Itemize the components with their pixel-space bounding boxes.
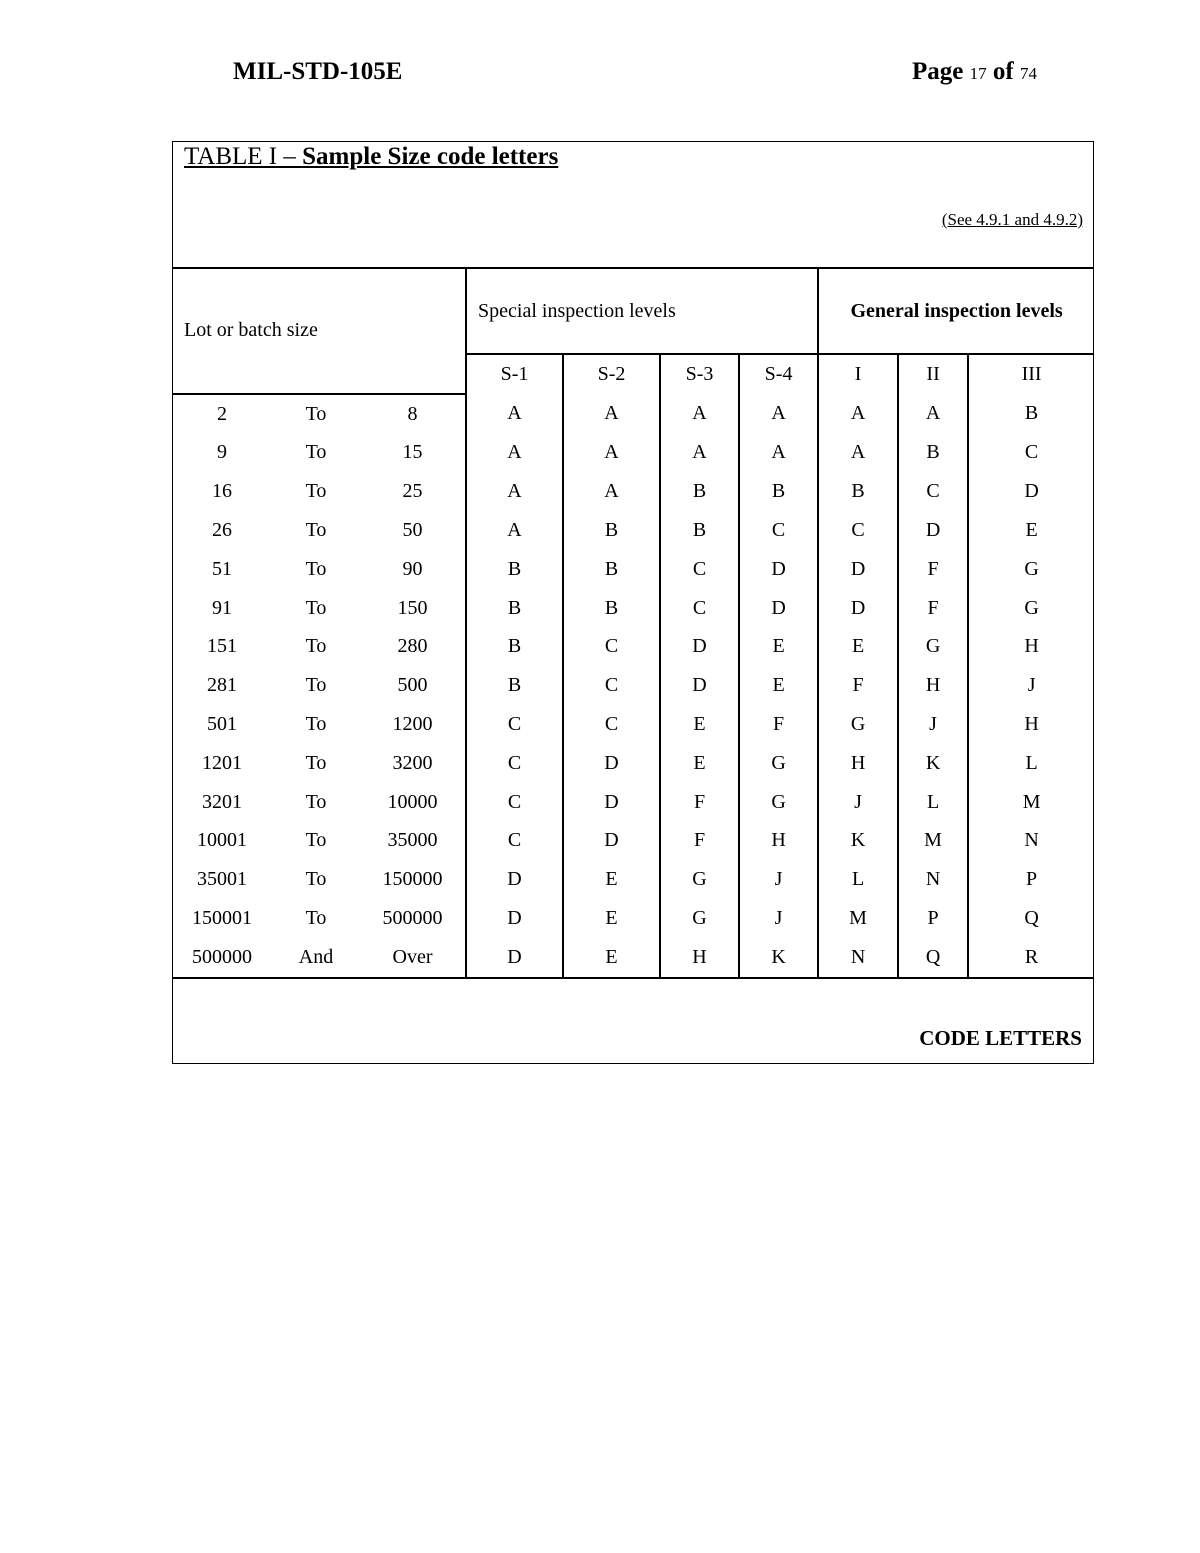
lot-size-cell: 2 — [172, 394, 272, 434]
code-letter-cell: A — [563, 472, 660, 511]
lot-size-header: Lot or batch size — [172, 268, 466, 394]
code-letter-cell: K — [739, 938, 818, 978]
code-letter-cell: C — [563, 628, 660, 667]
code-letter-cell: B — [898, 434, 968, 473]
code-letter-cell: E — [818, 628, 898, 667]
lot-size-cell: To — [305, 713, 327, 736]
code-letter-cell: B — [466, 550, 563, 589]
table-title-bold: Sample Size code letters — [302, 143, 559, 170]
lot-size-cell: 15 — [402, 441, 423, 464]
lot-size-cell: 10001 — [197, 829, 247, 852]
code-letter-cell: D — [466, 860, 563, 899]
code-letter-cell: E — [968, 511, 1094, 550]
code-letter-cell: A — [739, 394, 818, 434]
code-letter-cell: N — [818, 938, 898, 978]
code-letter-cell: M — [898, 822, 968, 861]
table-row — [172, 938, 1094, 978]
lot-size-cell: To — [305, 868, 327, 891]
lot-size-cell: 51 — [212, 557, 232, 580]
code-letter-cell: F — [739, 705, 818, 744]
lot-size-cell: 26 — [212, 519, 232, 542]
code-letter-cell: F — [660, 822, 739, 861]
lot-size-cell: To — [305, 790, 327, 813]
code-letter-cell: C — [660, 589, 739, 628]
table-row — [172, 899, 1094, 938]
code-letter-cell: E — [563, 899, 660, 938]
code-letter-cell: A — [563, 394, 660, 434]
page-total: 74 — [1019, 64, 1037, 83]
special-levels-header: Special inspection levels — [466, 268, 818, 354]
lot-size-cell: To — [305, 674, 327, 697]
lot-size-cell: 500 — [397, 674, 428, 697]
lot-size-cell: 91 — [212, 596, 232, 619]
table-row — [172, 628, 1094, 667]
document-id: MIL-STD-105E — [233, 58, 403, 85]
code-letter-cell: C — [660, 550, 739, 589]
code-letter-cell: C — [818, 511, 898, 550]
code-letter-cell: A — [898, 394, 968, 434]
code-letter-cell: J — [968, 666, 1094, 705]
lot-size-cell: 50 — [402, 519, 423, 542]
code-letter-cell: K — [898, 744, 968, 783]
code-letter-cell: D — [466, 899, 563, 938]
code-letter-cell: B — [818, 472, 898, 511]
code-letter-cell: G — [968, 550, 1094, 589]
lot-size-cell: To — [305, 480, 327, 503]
header-row — [172, 268, 1094, 354]
code-letter-cell: A — [466, 434, 563, 473]
code-letter-cell: E — [660, 705, 739, 744]
table-row — [172, 860, 1094, 899]
code-letter-cell: G — [818, 705, 898, 744]
sample-size-table — [172, 267, 1094, 979]
code-letter-cell: B — [466, 589, 563, 628]
code-letter-cell: C — [898, 472, 968, 511]
lot-size-cell: 3200 — [392, 751, 433, 774]
table-row — [172, 550, 1094, 589]
code-letter-cell: A — [660, 434, 739, 473]
code-letter-cell: K — [818, 822, 898, 861]
lot-size-cell: To — [272, 394, 360, 434]
lot-size-cell: 35000 — [387, 829, 438, 852]
code-letter-cell: B — [563, 589, 660, 628]
code-letter-cell: B — [660, 472, 739, 511]
page-of: of — [992, 58, 1014, 85]
page-label: Page — [912, 58, 964, 85]
lot-size-cell: To — [305, 557, 327, 580]
code-letter-cell: A — [739, 434, 818, 473]
code-letter-cell: D — [563, 744, 660, 783]
code-letter-cell: D — [818, 589, 898, 628]
code-letter-cell: D — [660, 666, 739, 705]
code-letter-cell: A — [660, 394, 739, 434]
lot-size-cell: To — [305, 829, 327, 852]
level-column-header: S-1 — [466, 354, 563, 394]
general-levels-header: General inspection levels — [818, 268, 1094, 354]
code-letter-cell: G — [898, 628, 968, 667]
table-row — [172, 666, 1094, 705]
code-letter-cell: G — [660, 860, 739, 899]
code-letter-cell: B — [466, 628, 563, 667]
code-letter-cell: A — [818, 394, 898, 434]
section-reference: (See 4.9.1 and 4.9.2) — [941, 210, 1083, 229]
code-letter-cell: D — [563, 822, 660, 861]
code-letter-cell: H — [818, 744, 898, 783]
lot-size-cell: 151 — [207, 635, 237, 658]
code-letter-cell: B — [466, 666, 563, 705]
lot-size-cell: 150001 — [192, 907, 252, 930]
code-letter-cell: A — [818, 434, 898, 473]
code-letter-cell: A — [466, 511, 563, 550]
code-letter-cell: B — [739, 472, 818, 511]
code-letter-cell: D — [563, 783, 660, 822]
code-letter-cell: E — [739, 628, 818, 667]
code-letter-cell: H — [739, 822, 818, 861]
lot-size-cell: And — [272, 938, 360, 978]
level-column-header: I — [818, 354, 898, 394]
lot-size-cell: 150000 — [382, 868, 443, 891]
table-row — [172, 744, 1094, 783]
code-letters-label: CODE LETTERS — [919, 1026, 1082, 1050]
lot-size-cell: 10000 — [387, 790, 438, 813]
code-letter-cell: C — [466, 744, 563, 783]
code-letter-cell: L — [898, 783, 968, 822]
lot-size-cell: 9 — [217, 441, 227, 464]
code-letter-cell: Q — [898, 938, 968, 978]
code-letter-cell: C — [466, 705, 563, 744]
code-letter-cell: G — [739, 783, 818, 822]
lot-size-cell: 281 — [207, 674, 237, 697]
code-letter-cell: F — [898, 589, 968, 628]
code-letter-cell: D — [898, 511, 968, 550]
code-letter-cell: D — [818, 550, 898, 589]
lot-size-cell: 16 — [212, 480, 232, 503]
table-row — [172, 705, 1094, 744]
code-letter-cell: B — [563, 511, 660, 550]
level-column-header: S-4 — [739, 354, 818, 394]
lot-size-cell: 1200 — [392, 713, 433, 736]
code-letter-cell: F — [818, 666, 898, 705]
lot-size-cell: To — [305, 635, 327, 658]
code-letter-cell: D — [968, 472, 1094, 511]
code-letter-cell: D — [466, 938, 563, 978]
code-letter-cell: M — [968, 783, 1094, 822]
lot-size-cell: To — [305, 751, 327, 774]
code-letter-cell: J — [818, 783, 898, 822]
table-title-prefix: TABLE I – — [184, 143, 303, 170]
table-row — [172, 783, 1094, 822]
code-letter-cell: H — [660, 938, 739, 978]
code-letter-cell: B — [563, 550, 660, 589]
code-letter-cell: H — [968, 628, 1094, 667]
lot-size-cell: 150 — [397, 596, 428, 619]
code-letter-cell: E — [660, 744, 739, 783]
code-letter-cell: H — [898, 666, 968, 705]
table-row — [172, 589, 1094, 628]
code-letter-cell: J — [739, 860, 818, 899]
page-current: 17 — [969, 64, 987, 83]
code-letter-cell: P — [968, 860, 1094, 899]
lot-size-cell: 3201 — [202, 790, 242, 813]
lot-size-cell: Over — [360, 938, 466, 978]
code-letter-cell: C — [466, 783, 563, 822]
code-letter-cell: B — [968, 394, 1094, 434]
code-letter-cell: E — [563, 860, 660, 899]
code-letter-cell: C — [466, 822, 563, 861]
code-letter-cell: E — [563, 938, 660, 978]
code-letter-cell: L — [968, 744, 1094, 783]
level-column-header: S-2 — [563, 354, 660, 394]
lot-size-cell: 25 — [402, 480, 423, 503]
code-letter-cell: R — [968, 938, 1094, 978]
code-letter-cell: C — [968, 434, 1094, 473]
code-letter-cell: C — [563, 666, 660, 705]
code-letter-cell: N — [968, 822, 1094, 861]
lot-size-cell: 8 — [360, 394, 466, 434]
code-letter-cell: P — [898, 899, 968, 938]
code-letter-cell: G — [739, 744, 818, 783]
table-row — [172, 434, 1094, 473]
code-letter-cell: D — [660, 628, 739, 667]
table-row — [172, 511, 1094, 550]
code-letter-cell: N — [898, 860, 968, 899]
code-letter-cell: Q — [968, 899, 1094, 938]
lot-size-cell: 501 — [207, 713, 237, 736]
code-letter-cell: C — [739, 511, 818, 550]
lot-size-cell: 280 — [397, 635, 428, 658]
table-row — [172, 394, 1094, 434]
code-letter-cell: A — [563, 434, 660, 473]
code-letter-cell: H — [968, 705, 1094, 744]
lot-size-cell: To — [305, 907, 327, 930]
level-column-header: S-3 — [660, 354, 739, 394]
level-column-header: II — [898, 354, 968, 394]
code-letter-cell: J — [739, 899, 818, 938]
lot-size-cell: To — [305, 441, 327, 464]
table-title — [184, 143, 558, 171]
code-letter-cell: C — [563, 705, 660, 744]
table-row — [172, 822, 1094, 861]
table-row — [172, 472, 1094, 511]
lot-size-cell: 90 — [402, 557, 423, 580]
code-letter-cell: G — [660, 899, 739, 938]
page-number — [912, 58, 1037, 86]
code-letter-cell: M — [818, 899, 898, 938]
code-letter-cell: A — [466, 472, 563, 511]
code-letter-cell: A — [466, 394, 563, 434]
code-letter-cell: B — [660, 511, 739, 550]
lot-size-cell: 500000 — [172, 938, 272, 978]
lot-size-cell: 1201 — [202, 751, 242, 774]
lot-size-cell: To — [305, 519, 327, 542]
code-letter-cell: J — [898, 705, 968, 744]
code-letter-cell: E — [739, 666, 818, 705]
code-letter-cell: F — [660, 783, 739, 822]
code-letter-cell: D — [739, 550, 818, 589]
code-letter-cell: F — [898, 550, 968, 589]
level-column-header: III — [968, 354, 1094, 394]
code-letter-cell: G — [968, 589, 1094, 628]
lot-size-cell: 500000 — [382, 907, 443, 930]
lot-size-cell: To — [305, 596, 327, 619]
code-letter-cell: L — [818, 860, 898, 899]
code-letter-cell: D — [739, 589, 818, 628]
lot-size-cell: 35001 — [197, 868, 247, 891]
